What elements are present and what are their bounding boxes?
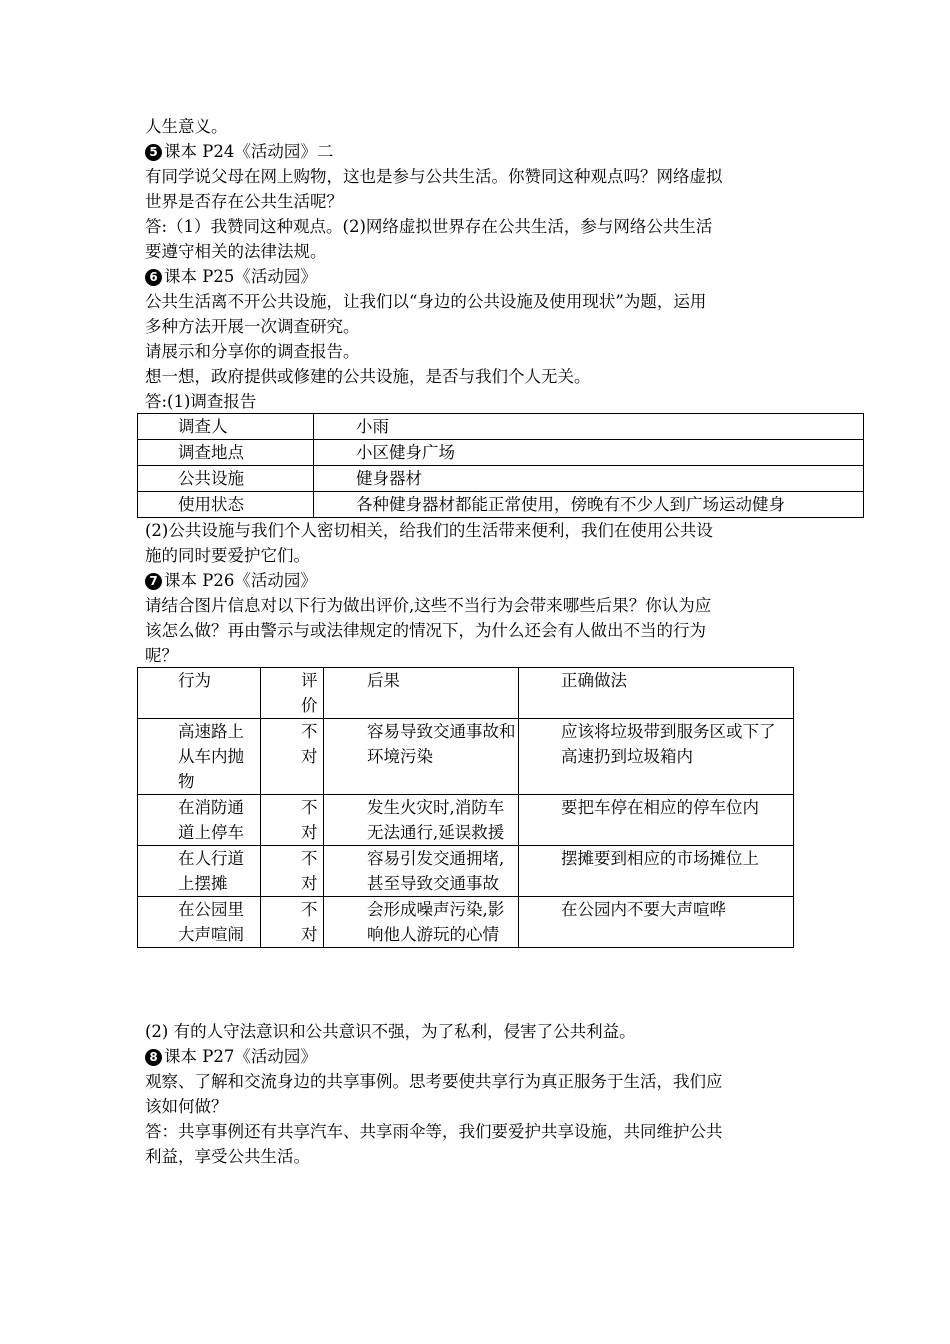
text-line: 请展示和分享你的调查报告。 [145,342,360,361]
table-row [138,466,864,492]
table-cell: 健身器材 [314,466,864,492]
table-cell: 不对 [261,897,324,948]
table-cell: 在消防通道上停车 [138,795,261,846]
text-line: 有同学说父母在网上购物，这也是参与公共生活。你赞同这种观点吗？网络虚拟 [145,167,723,186]
number-badge: 5 [145,144,162,161]
text-line: 要遵守相关的法律法规。 [145,242,327,261]
table-cell: 使用状态 [138,492,314,518]
table-cell: 应该将垃圾带到服务区或下了高速扔到垃圾箱内 [519,719,794,795]
header-cell: 行为 [138,668,261,719]
text-line: 该如何做？ [145,1097,228,1116]
table-cell: 会形成噪声污染,影响他人游玩的心情 [324,897,519,948]
table-cell: 不对 [261,795,324,846]
heading-text: 课本 P24《活动园》二 [164,142,334,161]
heading-text: 课本 P25《活动园》 [164,267,317,286]
text-line: (2)公共设施与我们个人密切相关，给我们的生活带来便利，我们在使用公共设 [145,521,713,540]
text-line: 公共生活离不开公共设施，让我们以“身边的公共设施及使用现状”为题，运用 [145,292,707,311]
text-line: 施的同时要爱护它们。 [145,546,310,565]
text-line: 该怎么做？再由警示与或法律规定的情况下，为什么还会有人做出不当的行为 [145,621,706,640]
text-line: 利益，享受公共生活。 [145,1147,310,1166]
text-line: 观察、了解和交流身边的共享事例。思考要使共享行为真正服务于生活，我们应 [145,1072,723,1091]
number-badge: 6 [145,269,162,286]
table-row [138,795,794,846]
table-cell: 容易引发交通拥堵,甚至导致交通事故 [324,846,519,897]
number-badge: 8 [145,1049,162,1066]
table-cell: 摆摊要到相应的市场摊位上 [519,846,794,897]
text-line: 想一想，政府提供或修建的公共设施，是否与我们个人无关。 [145,367,591,386]
table-cell: 小区健身广场 [314,440,864,466]
table-row [138,492,864,518]
table-cell: 在公园里大声喧闹 [138,897,261,948]
table-row [138,846,794,897]
header-cell: 后果 [324,668,519,719]
table-cell: 调查人 [138,414,314,440]
table-header-row [138,668,794,719]
table-row [138,897,794,948]
number-badge: 7 [145,573,162,590]
section-heading-8 [145,1044,317,1069]
text-line: 请结合图片信息对以下行为做出评价,这些不当行为会带来哪些后果？你认为应 [145,596,712,615]
text-line: 呢？ [145,646,178,665]
table-cell: 小雨 [314,414,864,440]
heading-text: 课本 P26《活动园》 [164,571,317,590]
table-row [138,440,864,466]
table-cell: 要把车停在相应的停车位内 [519,795,794,846]
table-row [138,719,794,795]
text-line: 多种方法开展一次调查研究。 [145,317,360,336]
table-cell: 高速路上从车内抛物 [138,719,261,795]
text-line: 答：共享事例还有共享汽车、共享雨伞等，我们要爱护共享设施，共同维护公共 [145,1122,723,1141]
section-heading-7 [145,568,317,593]
text-line: 世界是否存在公共生活呢？ [145,192,343,211]
text-line: (2) 有的人守法意识和公共意识不强，为了私利，侵害了公共利益。 [145,1022,636,1041]
table-cell: 在人行道上摆摊 [138,846,261,897]
section-heading-6 [145,264,317,289]
table-cell: 各种健身器材都能正常使用，傍晚有不少人到广场运动健身 [314,492,864,518]
text-line: 人生意义。 [145,117,228,136]
table-cell: 发生火灾时,消防车无法通行,延误救援 [324,795,519,846]
table-cell: 在公园内不要大声喧哗 [519,897,794,948]
section-heading-5 [145,139,333,164]
table-row [138,414,864,440]
table-cell: 不对 [261,719,324,795]
text-line: 答:（1）我赞同这种观点。(2)网络虚拟世界存在公共生活，参与网络公共生活 [145,217,713,236]
header-cell: 正确做法 [519,668,794,719]
header-cell: 评价 [261,668,324,719]
behavior-evaluation-table [137,667,794,948]
text-line: 答:(1)调查报告 [145,392,257,411]
heading-text: 课本 P27《活动园》 [164,1047,317,1066]
table-cell: 不对 [261,846,324,897]
survey-report-table [137,413,864,518]
table-cell: 容易导致交通事故和环境污染 [324,719,519,795]
table-cell: 公共设施 [138,466,314,492]
table-cell: 调查地点 [138,440,314,466]
